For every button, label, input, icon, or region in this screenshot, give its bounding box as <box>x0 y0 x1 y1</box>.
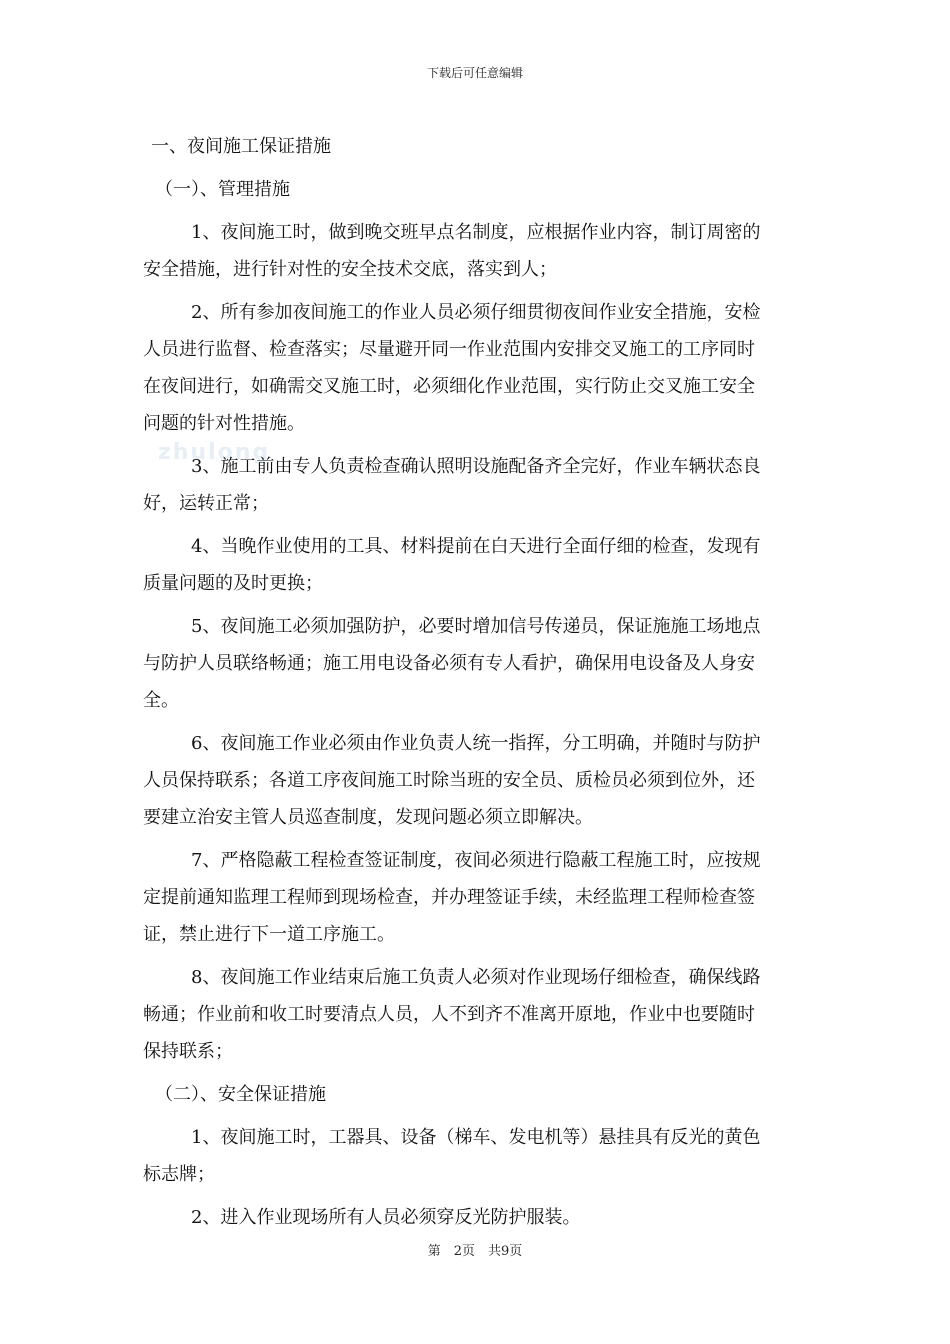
safety-paragraph-2 <box>143 1199 807 1236</box>
paragraph-line: 标志牌； <box>143 1164 215 1185</box>
paragraph-line: 8、夜间施工作业结束后施工负责人必须对作业现场仔细检查，确保线路 <box>191 967 761 988</box>
paragraph-line: 人员进行监督、检查落实；尽量避开同一作业范围内安排交叉施工的工序同时 <box>143 339 755 360</box>
paragraph-line: 好，运转正常； <box>143 493 269 514</box>
paragraph-line: 在夜间进行，如确需交叉施工时，必须细化作业范围，实行防止交叉施工安全 <box>143 376 755 397</box>
paragraph-line: 要建立治安主管人员巡查制度，发现问题必须立即解决。 <box>143 807 593 828</box>
paragraph-7 <box>143 842 807 953</box>
paragraph-line: 6、夜间施工作业必须由作业负责人统一指挥，分工明确，并随时与防护 <box>191 733 761 754</box>
paragraph-2 <box>143 294 807 442</box>
paragraph-line: 质量问题的及时更换； <box>143 573 323 594</box>
paragraph-8 <box>143 959 807 1070</box>
paragraph-line: 畅通；作业前和收工时要清点人员，人不到齐不准离开原地，作业中也要随时 <box>143 1004 755 1025</box>
paragraph-6 <box>143 725 807 836</box>
subsection-heading: （二）、安全保证措施 <box>155 1084 326 1105</box>
paragraph-line: 1、夜间施工时，工器具、设备（梯车、发电机等）悬挂具有反光的黄色 <box>191 1127 761 1148</box>
paragraph-line: 3、施工前由专人负责检查确认照明设施配备齐全完好，作业车辆状态良 <box>191 456 761 477</box>
paragraph-line: 1、夜间施工时，做到晚交班早点名制度，应根据作业内容，制订周密的 <box>191 222 761 243</box>
header-note: 下载后可任意编辑 <box>426 66 523 80</box>
paragraph-line: 人员保持联系；各道工序夜间施工时除当班的安全员、质检员必须到位外，还 <box>143 770 755 791</box>
paragraph-line: 定提前通知监理工程师到现场检查，并办理签证手续，未经监理工程师检查签 <box>143 887 755 908</box>
paragraph-3 <box>143 448 807 522</box>
safety-paragraph-1 <box>143 1119 807 1193</box>
paragraph-line: 7、严格隐蔽工程检查签证制度，夜间必须进行隐蔽工程施工时，应按规 <box>191 850 761 871</box>
paragraph-line: 问题的针对性措施。 <box>143 413 305 434</box>
paragraph-5 <box>143 608 807 719</box>
paragraph-line: 2、所有参加夜间施工的作业人员必须仔细贯彻夜间作业安全措施，安检 <box>191 302 761 323</box>
section-heading: 一、夜间施工保证措施 <box>151 136 331 157</box>
paragraph-line: 安全措施，进行针对性的安全技术交底，落实到人； <box>143 259 557 280</box>
paragraph-4 <box>143 528 807 602</box>
subsection-heading: （一）、管理措施 <box>155 179 290 200</box>
document-body <box>143 128 807 1236</box>
paragraph-line: 与防护人员联络畅通；施工用电设备必须有专人看护，确保用电设备及人身安 <box>143 653 755 674</box>
paragraph-line: 保持联系； <box>143 1041 233 1062</box>
watermark: zhulong <box>158 440 271 465</box>
page-footer: 第 2页 共9页 <box>427 1244 523 1259</box>
paragraph-line: 证，禁止进行下一道工序施工。 <box>143 924 395 945</box>
paragraph-line: 全。 <box>143 690 179 711</box>
paragraph-line: 4、当晚作业使用的工具、材料提前在白天进行全面仔细的检查，发现有 <box>191 536 761 557</box>
paragraph-line: 5、夜间施工必须加强防护，必要时增加信号传递员，保证施施工场地点 <box>191 616 761 637</box>
paragraph-1 <box>143 214 807 288</box>
paragraph-line: 2、进入作业现场所有人员必须穿反光防护服装。 <box>191 1207 581 1228</box>
